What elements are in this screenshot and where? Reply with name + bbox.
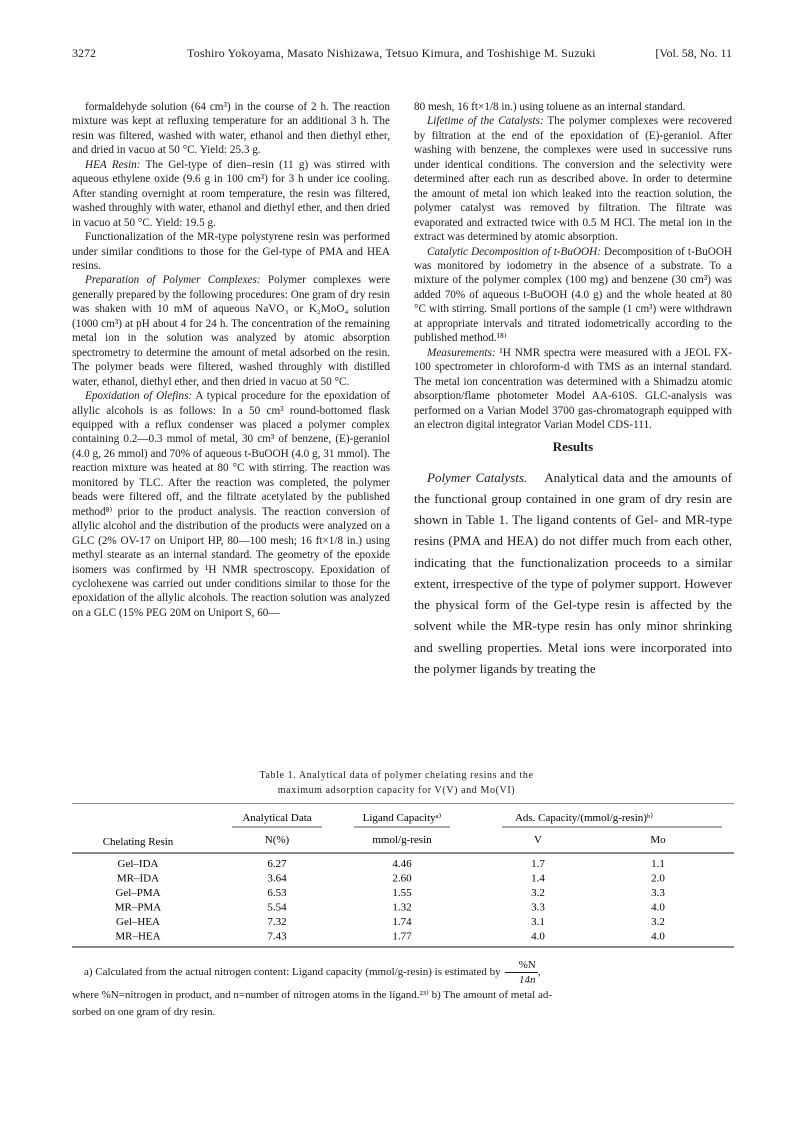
paragraph-text: The polymer complexes were recovered by filtration at the end of the epoxidation of (E)-geraniol. After washing with benzene, the complexes were used in successive runs under identical conditions. The conversion and the selectivity were determined after each run as described above. In order to determine the amount of metal ion which leaked into the reaction solution, the polymer catalyst was removed by filtration. The filtrate was evaporated and extracted twice with 0.5 M HCl. The metal ion in the extract was determined by atomic absorption. <box>414 115 732 244</box>
paragraph-text: Polymer complexes were generally prepared by the following procedures: One gram of dry resin was shaken with 10 mM of aqueous NaVO₃ or K₂MoO₄ solution (1000 cm³) at pH about 4 for 24 h. The concentration of the remaining metal ion in the solution was analyzed by atomic absorption spectrometry to determine the amount of metal adsorbed on the resin. The polymer beads were filtered, washed throughly with distilled water, ethanol, diethyl ether, and then dried in vacuo at 50 °C. <box>72 274 390 388</box>
footnote-line: where %N=nitrogen in product, and n=number of nitrogen atoms in the ligand.²³⁾ b) The amount of metal ad- <box>72 989 553 1001</box>
table-cell: 3.2 <box>531 887 545 899</box>
table-cell: 1.7 <box>531 858 545 870</box>
header-unit: mmol/g-resin <box>372 834 432 846</box>
header-mo: Mo <box>650 834 666 846</box>
header-chelating-resin: Chelating Resin <box>102 836 174 848</box>
table-cell: 4.0 <box>531 930 545 943</box>
header-n-percent: N(%) <box>264 834 290 846</box>
section-heading-results: Results <box>552 439 594 455</box>
running-header <box>72 46 732 62</box>
header-ligand-capacity: Ligand Capacityᵃ⁾ <box>362 812 442 824</box>
paragraph-label: Catalytic Decomposition of t-BuOOH: <box>427 245 601 258</box>
table-cell: 1.74 <box>392 916 412 928</box>
table-cell: 1.32 <box>392 901 412 914</box>
table-cell: 1.4 <box>531 872 545 885</box>
right-column <box>414 100 736 679</box>
table-row-label: MR–PMA <box>114 901 162 914</box>
paragraph <box>72 273 390 389</box>
footnote-line: sorbed on one gram of dry resin. <box>72 1006 216 1018</box>
table-cell: 6.27 <box>267 858 287 870</box>
page-number: 3272 <box>72 46 96 60</box>
paragraph-text: Functionalization of the MR-type polystyrene resin was performed under similar conditions to those for the Gel-type of PMA and HEA resins. <box>72 231 390 272</box>
paragraph-text: 80 mesh, 16 ft×1/8 in.) using toluene as an internal standard. <box>414 101 686 113</box>
table-cell: 4.46 <box>392 858 412 870</box>
results-paragraph <box>414 467 736 679</box>
paragraph <box>414 245 732 346</box>
table-cell: 4.0 <box>651 901 665 914</box>
paragraph-label: Epoxidation of Olefins: <box>85 390 193 403</box>
table-row-label: Gel–IDA <box>117 858 159 870</box>
table-cell: 3.3 <box>531 901 545 914</box>
table-rows <box>115 858 666 943</box>
paragraph-text: A typical procedure for the epoxidation of allylic alcohols is as follows: In a 50 cm³ round-bottomed flask equipped with a reflux condenser was placed a polymer complex containing 0.2—0.3 mmol of metal, 30 cm³ of benzene, (E)-geraniol (4.0 g, 26 mmol) and 70% of aqueous t-BuOOH (4.0 g, 31 mmol). The reaction mixture was heated at 80 °C with stirring. The reaction was monitored by TLC. After the reaction was completed, the polymer beads were filtered off, and the filtrate acetylated by the published method⁸⁾ prior to the product analysis. The reaction conversion of allylic alcohol and the distribution of the products were analyzed on a GLC (2% OV-17 on Uniport HP, 80—100 mesh; 16 ft×1/8 in.) using methyl stearate as an internal standard. The geometry of the epoxide isomers was confirmed by ¹H NMR spectroscopy. Epoxidation of cyclohexene was carried out under conditions similar to those for the epoxidation of the allylic alcohols. The reaction solution was analyzed on a GLC (15% PEG 20M on Uniport S, 60— <box>72 390 391 619</box>
table-cell: 7.43 <box>267 930 287 943</box>
paragraph-text: Analytical data and the amounts of the functional group contained in one gram of dry resin are shown in Table 1. The ligand contents of Gel- and MR-type resins (PMA and HEA) do not differ much from each other, indicating that the functionalization proceeds to a similar extent, irrespective of the type of polymer support. However the physical form of the Gel-type resin is affected by the solvent while the MR-type resin has only minor shrinking and swelling properties. Metal ions were incorporated into the polymer ligands by treating the <box>414 469 736 676</box>
paragraph-text: ¹H NMR spectra were measured with a JEOL FX-100 spectrometer in chloroform-d with TMS as an internal standard. The metal ion concentration was determined with a Shimadzu atomic absorption/flame photometer Model AA-610S. GLC-analysis was performed on a Varian Model 3700 gas-chromatograph equipped with an electron digital integrator Varian Model CDS-111. <box>414 346 732 431</box>
header-v: V <box>534 834 542 846</box>
table-row-label: Gel–HEA <box>116 916 160 928</box>
table-cell: 6.53 <box>267 887 287 899</box>
table-cell: 1.1 <box>651 858 665 870</box>
paragraph <box>72 389 390 620</box>
table-1 <box>72 803 734 953</box>
paragraph-text: Decomposition of t-BuOOH was monitored by iodometry in the absence of a substrate. To a mixture of the polymer complex (100 mg) and benzene (30 cm³) was added 70% of aqueous t-BuOOH (4.0 g) and the whole heated at 80 °C with stirring. Small portions of the sample (1 cm³) were withdrawn at appropriate intervals and titrated iodometrically according to the published method.¹⁸⁾ <box>414 245 732 345</box>
paragraph <box>72 230 390 273</box>
footnote-a: a) Calculated from the actual nitrogen content: Ligand capacity (mmol/g-resin) is estimated by <box>84 966 501 979</box>
table-footnote: a) Calculated from the actual nitrogen content: Ligand capacity (mmol/g-resin) is estimated by $\frac{\%N}{14n}$ , where %N=nitrogen in product, and n=number of nitrogen atoms in the ligand.²³⁾ b) The amount of metal ad- sorbed on one gram of dry resin. <box>72 958 732 1021</box>
table-row-label: Gel–PMA <box>115 887 161 899</box>
table-cell: 3.2 <box>651 916 665 928</box>
paragraph <box>72 100 390 158</box>
table-row-label: MR–HEA <box>115 930 161 943</box>
fraction <box>505 958 538 987</box>
paragraph-label: Polymer Catalysts. <box>427 469 528 485</box>
fraction-denominator: 14n <box>518 974 536 986</box>
paragraph <box>414 100 732 114</box>
caption-line: maximum adsorption capacity for V(V) and Mo(VI) <box>277 785 516 796</box>
table-cell: 2.0 <box>651 872 665 885</box>
table-cell: 3.3 <box>651 887 665 899</box>
table-cell: 5.54 <box>267 901 287 914</box>
table-caption <box>110 768 683 798</box>
table-row-label: MR–IDA <box>116 872 160 885</box>
table-cell: 3.64 <box>267 872 287 885</box>
paragraph-label: Measurements: <box>427 346 496 359</box>
paragraph-label: Preparation of Polymer Complexes: <box>85 274 261 287</box>
table-cell: 3.1 <box>531 916 545 928</box>
authors: Toshiro Yokoyama, Masato Nishizawa, Tetsuo Kimura, and Toshishige M. Suzuki <box>187 46 596 60</box>
paragraph-label: HEA Resin: <box>85 158 141 171</box>
paragraph-text: formaldehyde solution (64 cm³) in the course of 2 h. The reaction mixture was kept at refluxing temperature for an additional 3 h. The resin was filtered, washed with water, ethanol and then diethyl ether, and dried in vacuo at 50 °C. Yield: 25.3 g. <box>72 101 390 157</box>
header-ads-capacity: Ads. Capacity/(mmol/g-resin)ᵇ⁾ <box>514 812 654 824</box>
table-cell: 4.0 <box>651 930 665 943</box>
table-cell: 7.32 <box>267 916 287 928</box>
left-column <box>72 100 390 620</box>
paragraph <box>414 346 732 433</box>
paragraph-text: The Gel-type of dien–resin (11 g) was stirred with aqueous ethylene oxide (9.6 g in 100 cm³) for 3 h under ice cooling. After standing overnight at room temperature, the resin was filtered, washed throughly with water, ethanol and diethyl ether, and then dried in vacuo at 50 °C. Yield: 19.5 g. <box>72 158 390 229</box>
fraction-numerator: %N <box>505 958 538 973</box>
table-cell: 1.77 <box>392 930 412 943</box>
paragraph-label: Lifetime of the Catalysts: <box>427 115 544 128</box>
table-cell: 1.55 <box>392 887 412 899</box>
paragraph <box>414 114 732 244</box>
table-cell: 2.60 <box>392 872 412 885</box>
volume-info: [Vol. 58, No. 11 <box>655 46 732 60</box>
caption-line: Table 1. Analytical data of polymer chelating resins and the <box>259 770 534 781</box>
paragraph <box>72 158 390 230</box>
header-analytical-data: Analytical Data <box>242 812 312 824</box>
